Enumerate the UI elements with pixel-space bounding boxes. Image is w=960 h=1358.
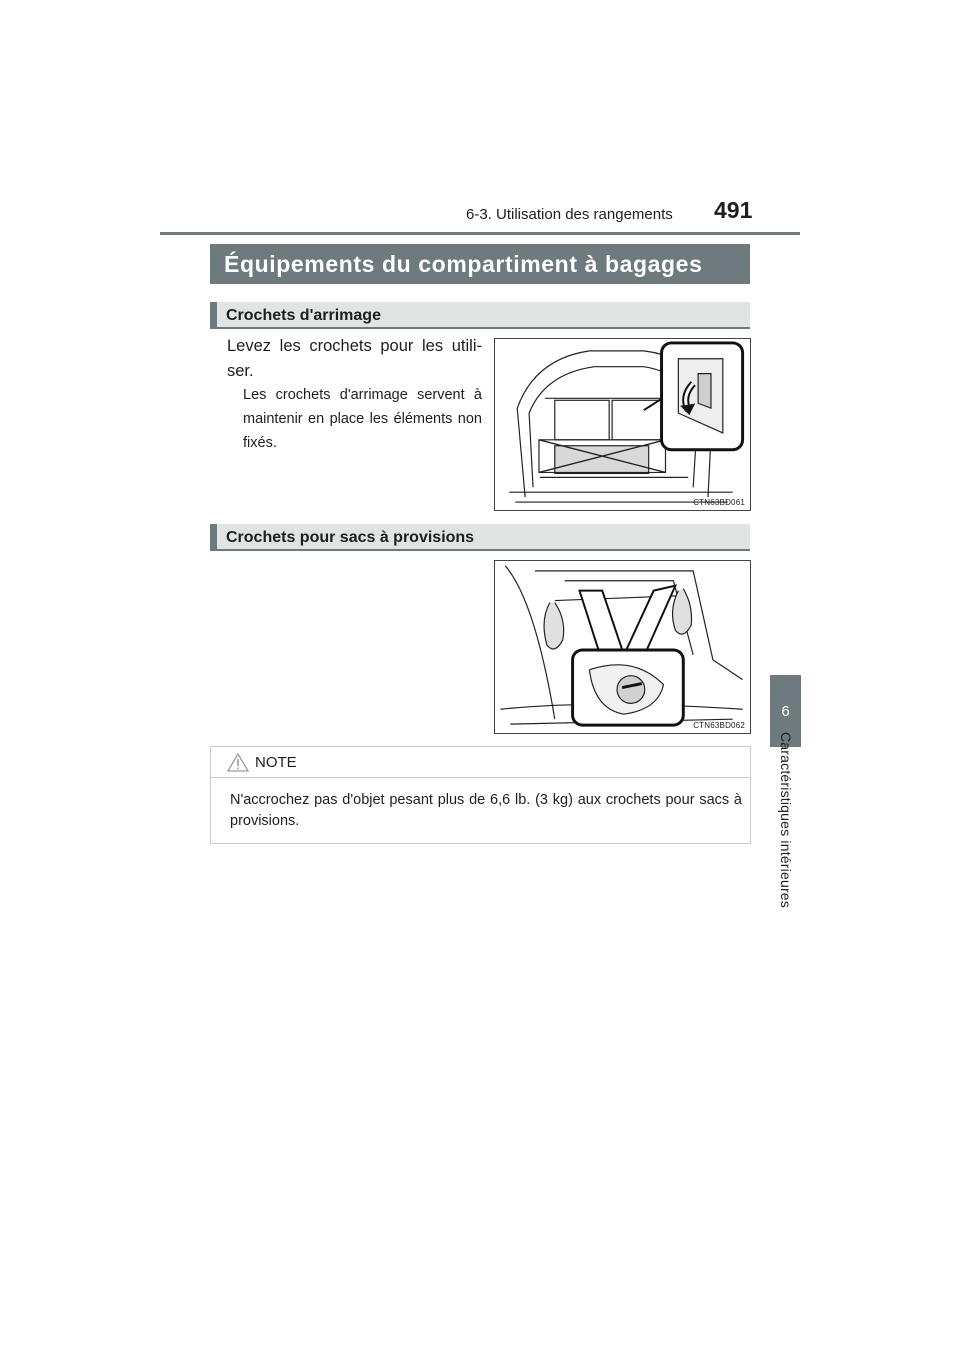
figure-code: CTN63BD062 bbox=[693, 721, 745, 730]
notice-label: NOTE bbox=[255, 754, 297, 771]
header-rule bbox=[160, 232, 800, 235]
instruction-text: Levez les crochets pour les utili-ser. bbox=[227, 337, 482, 380]
chapter-title: Caractéristiques intérieures bbox=[778, 731, 794, 909]
page-title: Équipements du compartiment à bagages bbox=[210, 244, 750, 284]
notice-box bbox=[210, 746, 751, 844]
explanatory-text: Les crochets d'arrimage servent à maintenir en place les éléments non fixés. bbox=[243, 387, 482, 451]
figure-grocery-bag-hooks bbox=[494, 560, 751, 734]
notice-header bbox=[211, 747, 750, 778]
warning-triangle-icon bbox=[227, 753, 249, 777]
section-heading-tie-down-hooks: Crochets d'arrimage bbox=[210, 302, 750, 329]
figure-code: CTN63BD061 bbox=[693, 498, 745, 507]
chapter-number: 6 bbox=[781, 702, 790, 720]
notice-text: N'accrochez pas d'objet pesant plus de 6,6 lb. (3 kg) aux crochets pour sacs à provisions. bbox=[230, 792, 742, 829]
cargo-area-illustration bbox=[495, 339, 750, 510]
section-heading-grocery-bag-hooks: Crochets pour sacs à provisions bbox=[210, 524, 750, 551]
running-header: 6-3. Utilisation des rangements bbox=[466, 206, 673, 223]
figure-tie-down-hooks bbox=[494, 338, 751, 511]
page-number: 491 bbox=[714, 197, 753, 223]
bag-hook-illustration bbox=[495, 561, 750, 733]
